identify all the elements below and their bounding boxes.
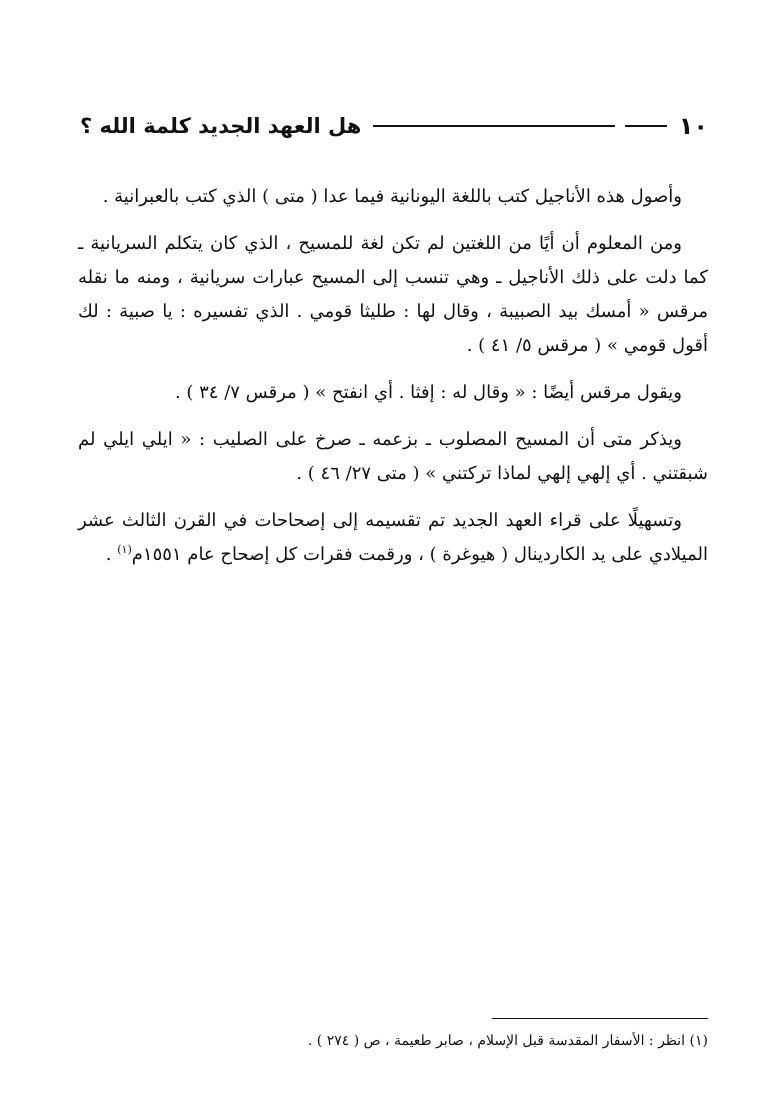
footnote-reference[interactable]: (١): [117, 543, 132, 556]
paragraph-1: وأصول هذه الأناجيل كتب باللغة اليونانية فيما عدا ( متى ) الذي كتب بالعبرانية .: [102, 186, 682, 207]
paragraph-3: ويقول مرقس أيضًا : « وقال له : إفثا . أي انفتح » ( مرقس ٧/ ٣٤ ) .: [174, 382, 682, 403]
page-header: [80, 106, 708, 146]
paragraph-2: ومن المعلوم أن أيًا من اللغتين لم تكن لغة للمسيح ، الذي كان يتكلم السريانية ـ كما دلت على ذلك الأناجيل ـ وهي تنسب إلى المسيح عبارات سريانية ، ومنه ما نقله مرقس « أمسك بيد الصبيبة ، وقال لها : طليثا قومي . الذي تفسيره : يا صبية : لك أقول قومي » ( مرقس ٥/ ٤١ ) .: [78, 233, 708, 356]
page-number: ١٠: [678, 112, 708, 140]
footnote: (١) انظر : الأسفار المقدسة قبل الإسلام ، صابر طعيمة ، ص ( ٢٧٤ ) .: [307, 1033, 708, 1049]
footnote-divider: [492, 1018, 708, 1019]
paragraph-4: ويذكر متى أن المسيح المصلوب ـ بزعمه ـ صرخ على الصليب : « ايلي ايلي لم شبقتني . أي إلهي إلهي لماذا تركتني » ( متى ٢٧/ ٤٦ ) .: [78, 429, 708, 484]
paragraph-5-end: .: [105, 544, 118, 565]
running-title: هل العهد الجديد كلمة الله ؟: [80, 114, 362, 138]
paragraph-5: [78, 504, 708, 572]
body-text: [78, 180, 708, 585]
header-rule-short: [625, 125, 666, 127]
paragraph-5-text: وتسهيلًا على قراء العهد الجديد تم تقسيمه إلى إصحاحات في القرن الثالث عشر الميلادي على يد الكاردينال ( هيوغرة ) ، ورقمت فقرات كل إصحاح عام ١٥٥١م: [78, 510, 708, 565]
header-rule-long: [373, 125, 615, 127]
